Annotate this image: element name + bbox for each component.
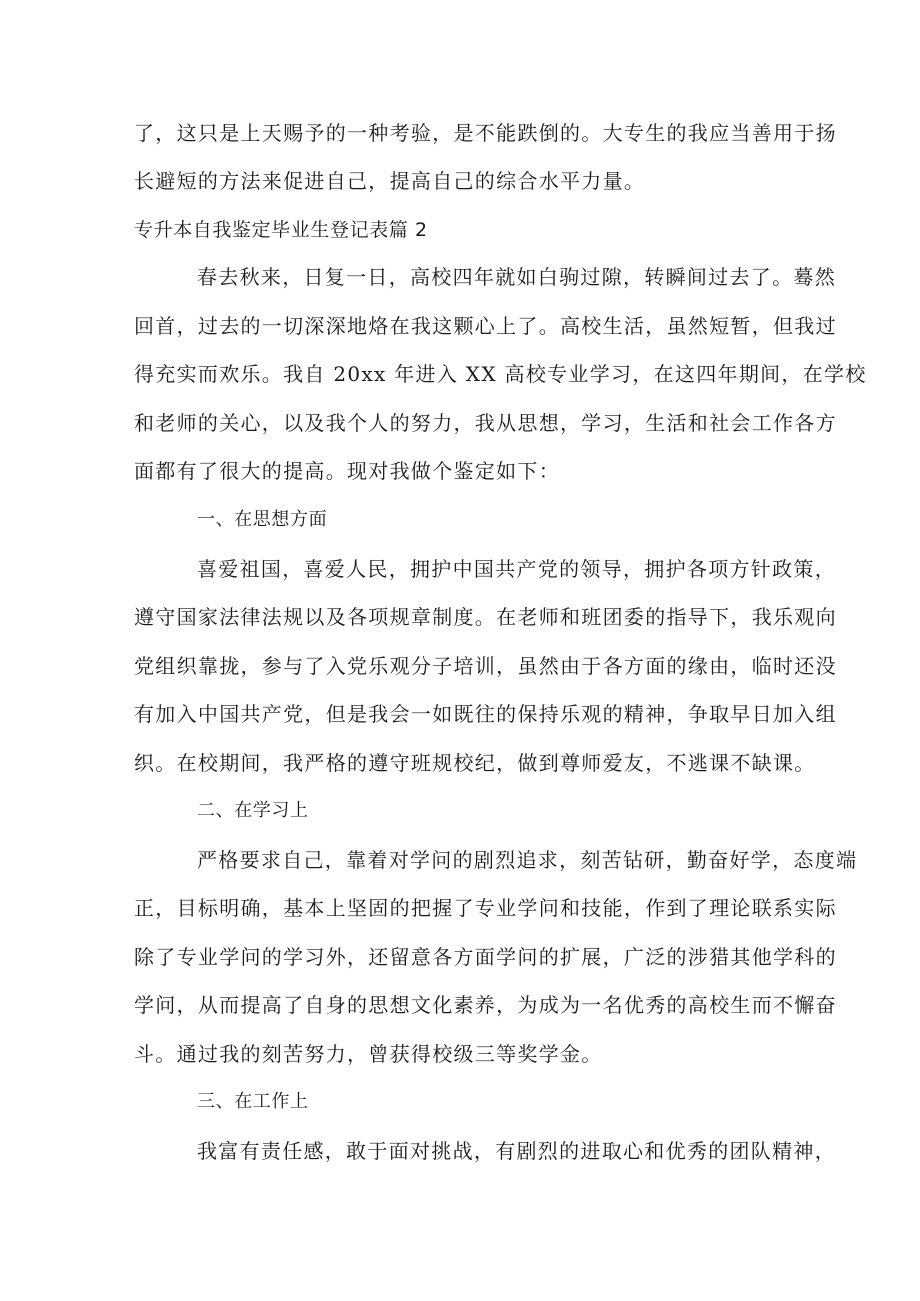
intro-line-2: 回首，过去的一切深深地烙在我这颗心上了。高校生活，虽然短暂，但我过 <box>134 314 837 338</box>
paragraph-1-line-4: 有加入中国共产党，但是我会一如既往的保持乐观的精神，争取早日加入组 <box>134 702 837 726</box>
paragraph-1-line-2: 遵守国家法律法规以及各项规章制度。在老师和班团委的指导下，我乐观向 <box>134 605 837 629</box>
paragraph-2-line-5: 斗。通过我的刻苦努力，曾获得校级三等奖学金。 <box>134 1042 603 1066</box>
intro-line-4: 和老师的关心，以及我个人的努力，我从思想，学习，生活和社会工作各方 <box>134 411 837 435</box>
intro-line-3: 得充实而欢乐。我自 20xx 年进入 XX 高校专业学习，在这四年期间，在学校 <box>134 362 867 386</box>
paragraph-2-line-1: 严格要求自己，靠着对学问的剧烈追求，刻苦钻研，勤奋好学，态度端 <box>197 848 858 872</box>
paragraph-2-line-3: 除了专业学问的学习外，还留意各方面学问的扩展，广泛的涉猎其他学科的 <box>134 945 837 969</box>
paragraph-1-line-1: 喜爱祖国，喜爱人民，拥护中国共产党的领导，拥护各项方针政策， <box>197 557 836 581</box>
heading-work: 三、在工作上 <box>197 1091 309 1112</box>
heading-study: 二、在学习上 <box>197 800 309 821</box>
continuation-line-1: 了，这只是上天赐予的一种考验，是不能跌倒的。大专生的我应当善用于扬 <box>134 121 837 145</box>
intro-line-5: 面都有了很大的提高。现对我做个鉴定如下： <box>134 459 560 483</box>
paragraph-3-line-1: 我富有责任感，敢于面对挑战，有剧烈的进取心和优秀的团队精神， <box>197 1139 836 1163</box>
continuation-line-2: 长避短的方法来促进自己，提高自己的综合水平力量。 <box>134 169 646 193</box>
paragraph-1-line-3: 党组织靠拢，参与了入党乐观分子培训，虽然由于各方面的缘由，临时还没 <box>134 654 837 678</box>
paragraph-2-line-2: 正，目标明确，基本上坚固的把握了专业学问和技能，作到了理论联系实际 <box>134 896 837 920</box>
paragraph-1-line-5: 织。在校期间，我严格的遵守班规校纪，做到尊师爱友，不逃课不缺课。 <box>134 751 816 775</box>
heading-thought: 一、在思想方面 <box>197 509 328 530</box>
paragraph-2-line-4: 学问，从而提高了自身的思想文化素养，为成为一名优秀的高校生而不懈奋 <box>134 993 837 1017</box>
intro-line-1: 春去秋来，日复一日，高校四年就如白驹过隙，转瞬间过去了。蓦然 <box>197 265 836 289</box>
section-title: 专升本自我鉴定毕业生登记表篇 2 <box>134 219 428 241</box>
